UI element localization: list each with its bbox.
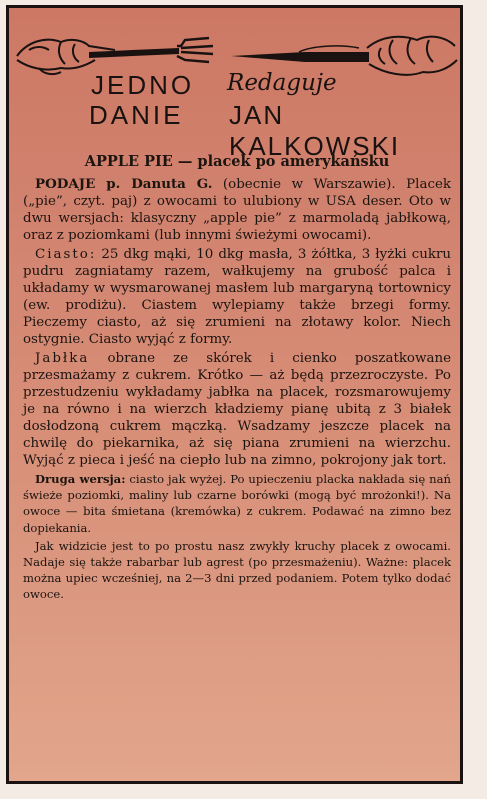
article-body	[23, 153, 451, 603]
apples-paragraph	[23, 350, 451, 469]
second-version-paragraph	[23, 471, 451, 536]
article-title: APPLE PIE — placek po amerykańsku	[84, 153, 390, 170]
fork-handle	[89, 48, 179, 58]
recipe-clipping	[6, 5, 463, 784]
second-version-text: ciasto jak wyżej. Po upieczeniu placka nakłada się nań świeże poziomki, maliny lub czarne borówki (mogą być mrożonki!). Na owoce — bita śmietana (kremówka) z cukrem. Podawać na zimno bez dopiekania.	[23, 472, 451, 535]
column-title-line2: DANIE	[89, 100, 184, 130]
column-header	[9, 8, 460, 161]
dough-label: Ciasto:	[35, 247, 97, 262]
column-title-line1: JEDNO	[91, 70, 195, 100]
apples-text: obrane ze skórek i cienko poszatkowane przesmażamy z cukrem. Krótko — aż będą przezroczyste. Po przestudzeniu wykładamy jabłka na placek, rozsmarowujemy je na równo i na wierzch kładziemy pianę ubitą z 3 białek dosłodzoną cukrem mączką. Wsadzamy jeszcze placek na chwilę do piekarnika, aż się piana zrumieni na wierzchu. Wyjąć z pieca i jeść na ciepło lub na zimno, pokrojony jak tort.	[23, 351, 451, 468]
editor-label: Redaguje	[227, 70, 337, 96]
closing-paragraph: Jak widzicie jest to po prostu nasz zwykły kruchy placek z owocami. Nadaje się także rabarbar lub agrest (po przesmażeniu). Ważne: placek można upiec wcześniej, na 2—3 dni przed podaniem. Potem tylko dodać owoce.	[23, 538, 451, 602]
editor-name: JAN KALKOWSKI	[229, 100, 401, 161]
intro-paragraph	[23, 176, 451, 244]
intro-lead: PODAJE p. Danuta G.	[35, 176, 213, 192]
second-version-label: Druga wersja:	[35, 472, 126, 486]
intro-text: (obecnie w Warszawie). Placek („pie”, czyt. paj) z owocami to ulubiony w USA deser. Oto w dwu wersjach: klasyczny „apple pie” z marmoladą jabłkową, oraz z poziomkami (lub innymi świeżymi owocami).	[23, 177, 451, 243]
fork-tines	[177, 38, 213, 62]
dough-paragraph	[23, 246, 451, 348]
dough-text: 25 dkg mąki, 10 dkg masła, 3 żółtka, 3 łyżki cukru pudru zagniatamy razem, wałkujemy na grubość palca i układamy w wysmarowanej masłem lub margaryną tortownicy (ew. prodiżu). Ciastem wylepiamy także brzegi formy. Pieczemy ciasto, aż się zrumieni na złotawy kolor. Niech ostygnie. Ciasto wyjąć z formy.	[23, 247, 451, 347]
apples-label: Jabłka	[35, 351, 90, 366]
knife-blade	[231, 52, 369, 62]
